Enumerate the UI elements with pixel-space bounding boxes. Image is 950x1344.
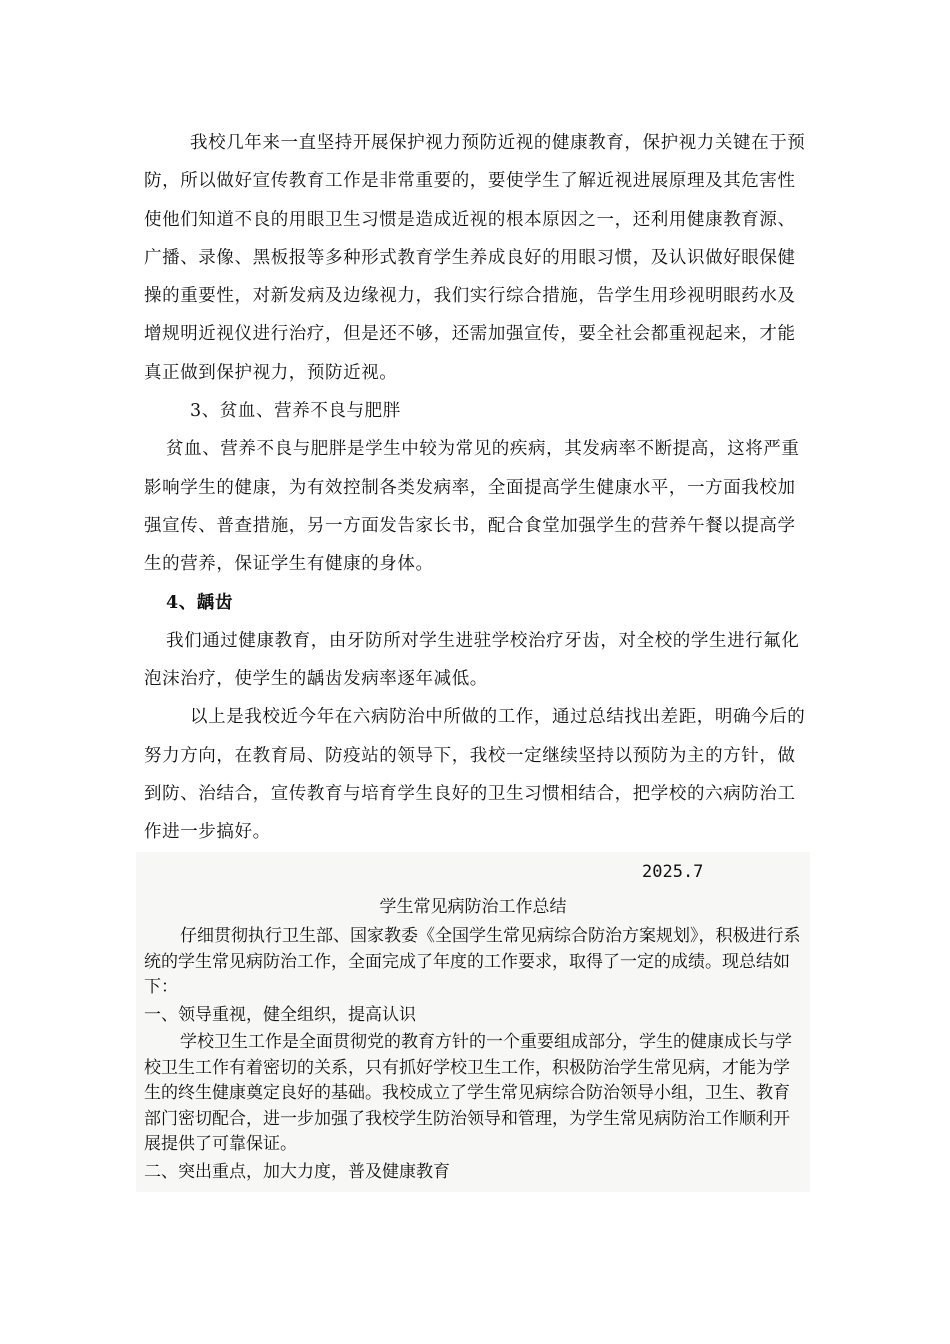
summary-excerpt-block xyxy=(136,852,810,1192)
summary-body xyxy=(144,924,804,1187)
section-one-body: 学校卫生工作是全面贯彻党的教育方针的一个重要组成部分，学生的健康成长与学校卫生工作有着密切的关系，只有抓好学校卫生工作，积极防治学生常见病，才能为学生的终生健康奠定良好的基础。我校成立了学生常见病综合防治领导小组，卫生、教育部门密切配合，进一步加强了我校学生防治领导和管理，为学生常见病防治工作顺利开展提供了可靠保证。 xyxy=(144,1032,792,1154)
caries-paragraph: 我们通过健康教育，由牙防所对学生进驻学校治疗牙齿，对全校的学生进行氟化泡沫治疗，使学生的龋齿发病率逐年减低。 xyxy=(144,630,800,690)
summary-title: 学生常见病防治工作总结 xyxy=(379,897,567,917)
myopia-paragraph: 我校几年来一直坚持开展保护视力预防近视的健康教育，保护视力关键在于预防，所以做好宣传教育工作是非常重要的，要使学生了解近视进展原理及其危害性使他们知道不良的用眼卫生习惯是造成近视的根本原因之一，还利用健康教育源、广播、录像、黑板报等多种形式教育学生养成良好的用眼习惯，及认识做好眼保健操的重要性，对新发病及边缘视力，我们实行综合措施，告学生用珍视明眼药水及增规明近视仪进行治疗，但是还不够，还需加强宣传，要全社会都重视起来，才能真正做到保护视力，预防近视。 xyxy=(144,133,806,383)
anemia-paragraph: 贫血、营养不良与肥胖是学生中较为常见的疾病，其发病率不断提高，这将严重影响学生的健康，为有效控制各类发病率，全面提高学生健康水平，一方面我校加强宣传、普查措施，另一方面发告家长书，配合食堂加强学生的营养午餐以提高学生的营养，保证学生有健康的身体。 xyxy=(144,439,800,575)
summary-intro: 仔细贯彻执行卫生部、国家教委《全国学生常见病综合防治方案规划》，积极进行系统的学生常见病防治工作，全面完成了年度的工作要求，取得了一定的成绩。现总结如下： xyxy=(144,926,801,997)
conclusion-paragraph: 以上是我校近今年在六病防治中所做的工作，通过总结找出差距，明确今后的努力方向，在教育局、防疫站的领导下，我校一定继续坚持以预防为主的方针，做到防、治结合，宣传教育与培育学生良好的卫生习惯相结合，把学校的六病防治工作进一步搞好。 xyxy=(144,707,806,843)
document-date: 2025.7 xyxy=(642,862,704,882)
heading-caries: 4、龋齿 xyxy=(166,592,234,613)
section-one-heading: 一、领导重视，健全组织，提高认识 xyxy=(144,1004,416,1025)
upper-text-block xyxy=(144,124,806,852)
section-two-heading: 二、突出重点，加大力度，普及健康教育 xyxy=(144,1161,450,1182)
heading-anemia: 3、贫血、营养不良与肥胖 xyxy=(190,401,401,422)
